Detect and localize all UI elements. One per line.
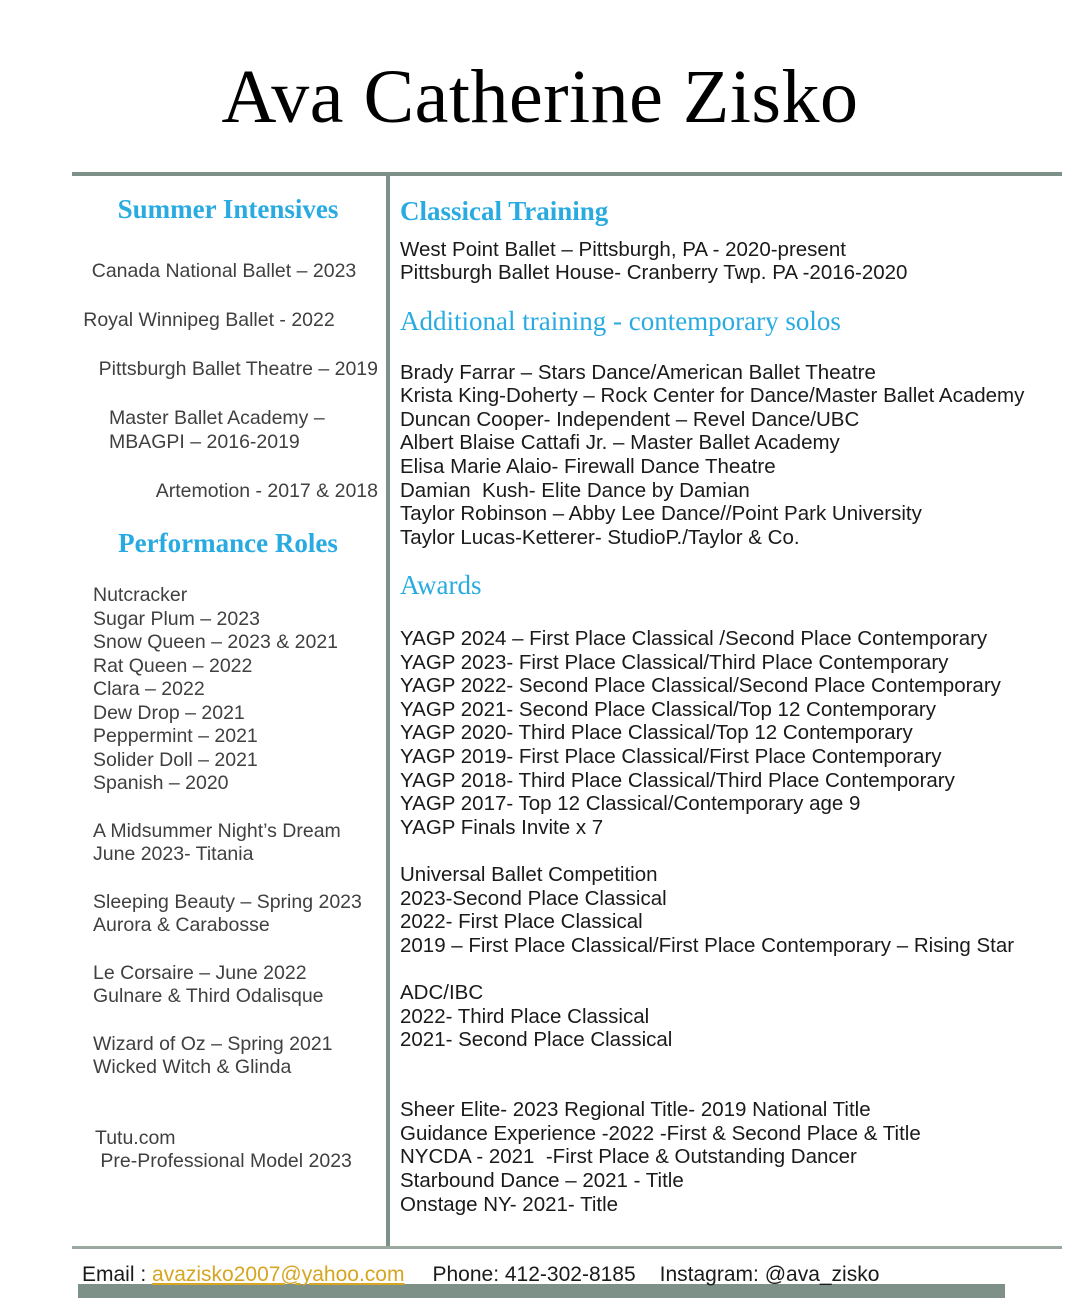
list-item: Krista King-Doherty – Rock Center for Dance/Master Ballet Academy	[400, 384, 1025, 408]
list-item: West Point Ballet – Pittsburgh, PA - 2020-present	[400, 237, 846, 261]
list-item: Brady Farrar – Stars Dance/American Ballet Theatre	[400, 360, 876, 384]
section-heading-summer-intensives: Summer Intensives	[117, 194, 339, 224]
spacer	[400, 839, 1062, 863]
list-item: Solider Doll – 2021	[93, 748, 258, 771]
list-item: Nutcracker	[93, 584, 188, 607]
section-performance-roles	[78, 529, 378, 1174]
left-column	[78, 195, 378, 1174]
list-item: Rat Queen – 2022	[93, 654, 253, 677]
section-awards	[400, 571, 1062, 1216]
list-item: Universal Ballet Competition	[400, 862, 658, 886]
header-divider-rule	[72, 172, 1062, 176]
list-item: Tutu.com	[95, 1126, 176, 1149]
list-item: Sleeping Beauty – Spring 2023	[93, 890, 362, 913]
performance-role-group	[78, 1127, 378, 1174]
spacer	[78, 867, 378, 891]
awards-group	[400, 1098, 1062, 1216]
spacer	[400, 1052, 1062, 1076]
performance-role-group	[78, 891, 378, 938]
spacer	[400, 549, 1062, 571]
list-item: Damian Kush- Elite Dance by Damian	[400, 478, 750, 502]
awards-group	[400, 981, 1062, 1052]
section-heading-classical-training: Classical Training	[400, 196, 609, 226]
list-item: Starbound Dance – 2021 - Title	[400, 1169, 684, 1193]
list-item: YAGP 2019- First Place Classical/First Place Contemporary	[400, 744, 942, 768]
list-item: YAGP 2020- Third Place Classical/Top 12 Contemporary	[400, 721, 913, 745]
list-item: Le Corsaire – June 2022	[93, 961, 307, 984]
list-item: Albert Blaise Cattafi Jr. – Master Ballet Academy	[400, 431, 840, 455]
awards-group	[400, 863, 1062, 957]
list-item: Snow Queen – 2023 & 2021	[93, 631, 339, 654]
section-summer-intensives	[78, 195, 378, 503]
list-item: ADC/IBC	[400, 980, 484, 1004]
page-title: Ava Catherine Zisko	[221, 55, 859, 139]
summer-intensive-item: Pittsburgh Ballet Theatre – 2019	[98, 357, 378, 380]
spacer	[400, 1075, 1062, 1098]
list-item: 2021- Second Place Classical	[400, 1028, 673, 1052]
list-item: YAGP 2017- Top 12 Classical/Contemporary age 9	[400, 792, 861, 816]
list-item: Wizard of Oz – Spring 2021	[93, 1032, 333, 1055]
performance-role-group	[78, 820, 378, 867]
list-item: 2023-Second Place Classical	[400, 886, 667, 910]
list-item: YAGP Finals Invite x 7	[400, 815, 604, 839]
summer-intensive-item: Canada National Ballet – 2023	[91, 259, 357, 282]
list-item: Taylor Lucas-Ketterer- StudioP./Taylor & Co.	[400, 525, 800, 549]
summer-intensive-item: Master Ballet Academy –	[109, 406, 325, 429]
list-item: Gulnare & Third Odalisque	[93, 985, 324, 1008]
list-item: YAGP 2022- Second Place Classical/Second Place Contemporary	[400, 674, 1001, 698]
list-item: Guidance Experience -2022 -First & Second Place & Title	[400, 1121, 921, 1145]
summer-intensive-item: Artemotion - 2017 & 2018	[155, 479, 378, 502]
section-heading-additional-training: Additional training - contemporary solos	[400, 305, 841, 336]
list-item: Dew Drop – 2021	[93, 701, 245, 724]
list-item: Peppermint – 2021	[93, 725, 258, 748]
list-item: Sugar Plum – 2023	[93, 607, 260, 630]
list-item: Clara – 2022	[93, 678, 205, 701]
list-item: 2022- Third Place Classical	[400, 1004, 650, 1028]
list-item: June 2023- Titania	[93, 843, 254, 866]
section-heading-performance-roles: Performance Roles	[118, 527, 338, 558]
list-item: Duncan Cooper- Independent – Revel Dance/UBC	[400, 407, 860, 431]
list-item: YAGP 2021- Second Place Classical/Top 12 Contemporary	[400, 697, 936, 721]
list-item: A Midsummer Night’s Dream	[93, 819, 341, 842]
list-item: 2022- First Place Classical	[400, 910, 643, 934]
section-classical-training	[400, 197, 1062, 285]
footer-contact	[82, 1263, 1042, 1287]
list-item: Taylor Robinson – Abby Lee Dance//Point Park University	[400, 502, 922, 526]
performance-role-group	[78, 1033, 378, 1080]
performance-role-group	[78, 584, 378, 796]
column-divider-rule	[386, 176, 390, 1248]
performance-role-group	[78, 962, 378, 1009]
section-additional-training	[400, 307, 1062, 549]
footer-divider-rule	[72, 1246, 1062, 1249]
summer-intensive-item: Royal Winnipeg Ballet - 2022	[83, 308, 335, 331]
spacer	[78, 938, 378, 962]
section-heading-awards: Awards	[400, 570, 482, 601]
spacer	[78, 1009, 378, 1033]
list-item: Pittsburgh Ballet House- Cranberry Twp. PA -2016-2020	[400, 261, 908, 285]
spacer	[400, 285, 1062, 307]
list-item: YAGP 2018- Third Place Classical/Third Place Contemporary	[400, 768, 955, 792]
list-item: YAGP 2024 – First Place Classical /Second Place Contemporary	[400, 627, 988, 650]
list-item: Sheer Elite- 2023 Regional Title- 2019 National Title	[400, 1098, 871, 1122]
spacer	[78, 1080, 378, 1127]
list-item: YAGP 2023- First Place Classical/Third Place Contemporary	[400, 650, 949, 674]
footer-phone: Phone: 412-302-8185	[432, 1263, 636, 1286]
summer-intensive-item: MBAGPI – 2016-2019	[109, 430, 300, 453]
list-item: 2019 – First Place Classical/First Place Contemporary – Rising Star	[400, 933, 1015, 957]
email-link[interactable]: avazisko2007@yahoo.com	[152, 1263, 405, 1286]
list-item: Onstage NY- 2021- Title	[400, 1192, 619, 1216]
footer-instagram: Instagram: @ava_zisko	[659, 1263, 880, 1286]
spacer	[400, 957, 1062, 981]
list-item: Spanish – 2020	[93, 772, 229, 795]
list-item: Aurora & Carabosse	[93, 914, 270, 937]
list-item: Pre-Professional Model 2023	[95, 1150, 352, 1173]
footer-email-label: Email :	[82, 1263, 153, 1286]
awards-group	[400, 627, 1062, 839]
list-item: Elisa Marie Alaio- Firewall Dance Theatre	[400, 454, 776, 478]
spacer	[78, 796, 378, 820]
list-item: Wicked Witch & Glinda	[93, 1056, 292, 1079]
right-column	[400, 197, 1062, 1216]
list-item: NYCDA - 2021 -First Place & Outstanding Dancer	[400, 1145, 857, 1169]
